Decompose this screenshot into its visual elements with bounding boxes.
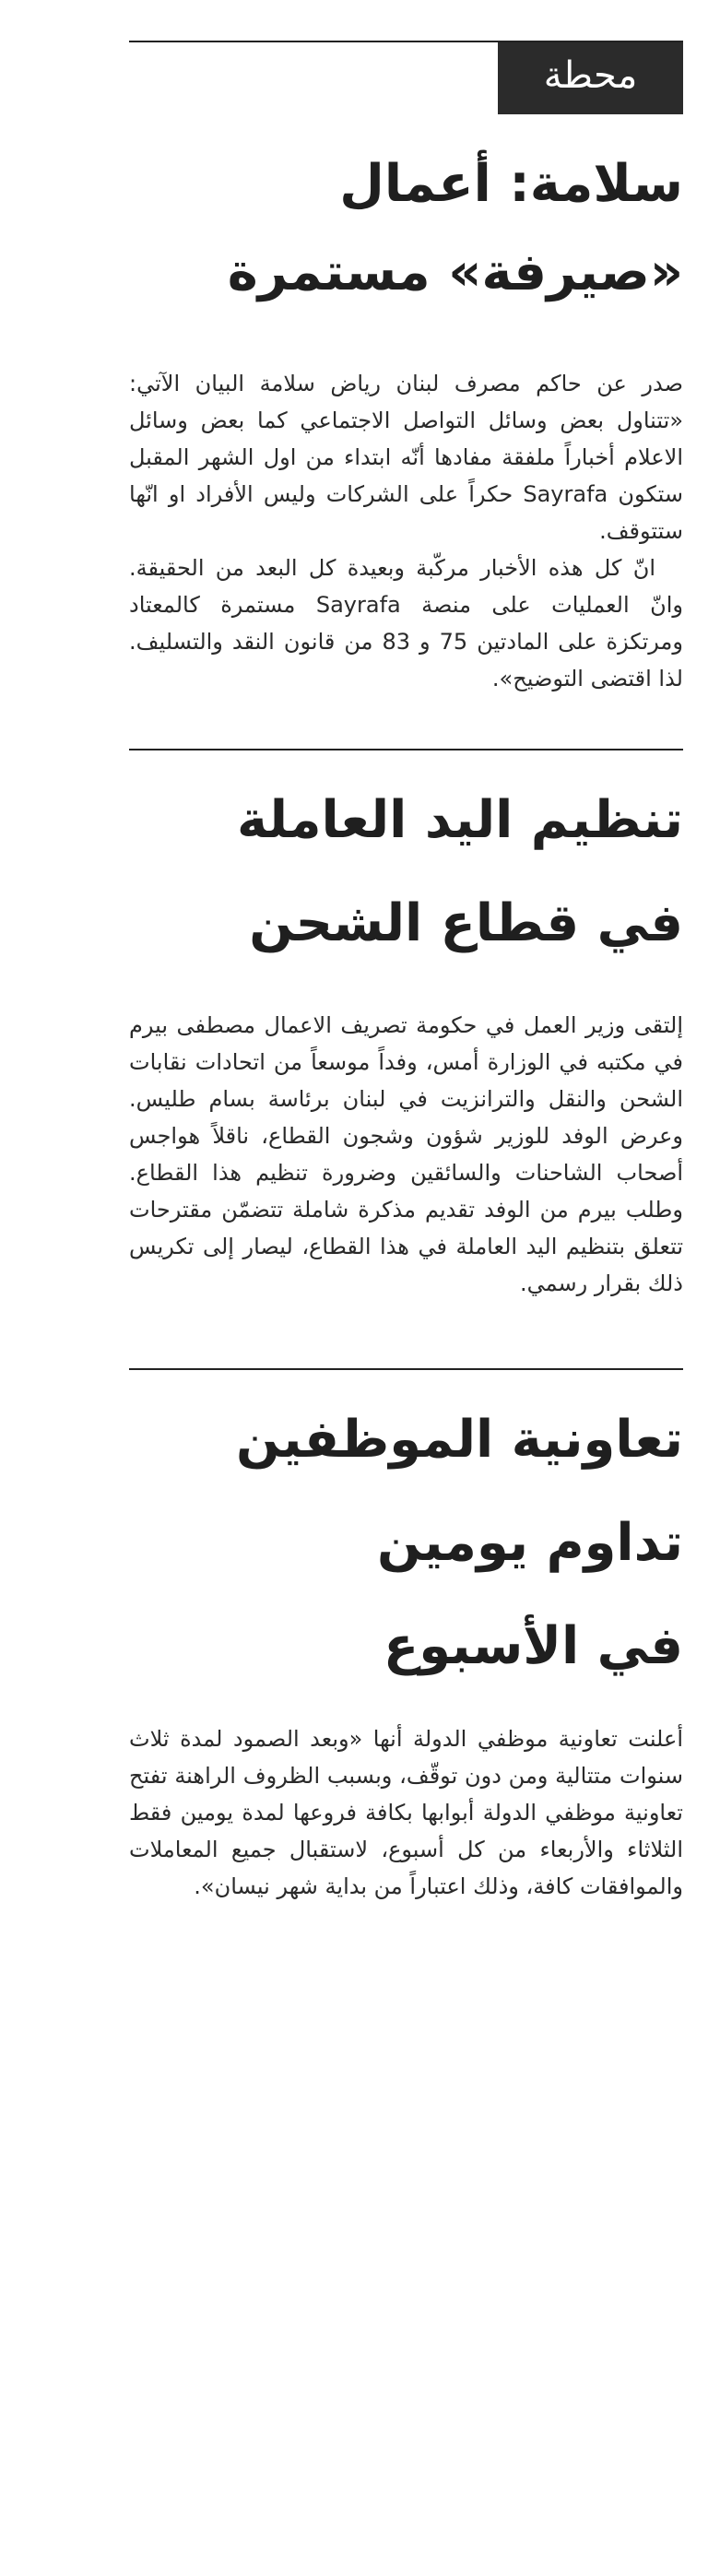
article-divider — [129, 1368, 683, 1370]
article-paragraph: انّ كل هذه الأخبار مركّبة وبعيدة كل البعد من الحقيقة. وانّ العمليات على منصة Sayrafa مستمرة كالمعتاد ومرتكزة على المادتين 75 و 83 من قانون النقد والتسليف. لذا اقتضى التوضيح». — [129, 555, 683, 691]
news-column — [129, 41, 683, 1905]
article-body — [129, 365, 683, 697]
article-shipping-labor — [129, 769, 683, 1302]
article-headline — [129, 769, 683, 975]
article-divider — [129, 749, 683, 750]
article-headline — [129, 140, 683, 317]
headline-line: تداوم يومين — [377, 1513, 683, 1573]
section-tab: محطة — [498, 42, 683, 114]
headline-line: «صيرفة» مستمرة — [227, 242, 683, 302]
article-paragraph: إلتقى وزير العمل في حكومة تصريف الاعمال مصطفى بيرم في مكتبه في الوزارة أمس، وفداً موسعاً من اتحادات نقابات الشحن والنقل والترانزيت في لبنان برئاسة بسام طليس. وعرض الوفد للوزير شؤون وشجون القطاع، ناقلاً هواجس أصحاب الشاحنات والسائقين وضرورة تنظيم هذا القطاع. وطلب بيرم من الوفد تقديم مذكرة شاملة تتضمّن مقترحات تتعلق بتنظيم اليد العاملة في هذا القطاع، ليصار إلى تكريس ذلك بقرار رسمي. — [129, 1012, 683, 1296]
article-body — [129, 1720, 683, 1905]
section-tab-row — [129, 42, 683, 114]
article-cooperative — [129, 1388, 683, 1905]
headline-line: سلامة: أعمال — [339, 154, 683, 214]
article-sayrafa — [129, 140, 683, 697]
article-paragraph: صدر عن حاكم مصرف لبنان رياض سلامة البيان الآتي: «تتناول بعض وسائل التواصل الاجتماعي كما بعض وسائل الاعلام أخباراً ملفقة مفادها أنّه ابتداء من اول الشهر المقبل ستكون Sayrafa حكراً على الشركات وليس الأفراد او انّها ستتوقف. — [129, 371, 683, 544]
article-body — [129, 1007, 683, 1302]
headline-line: تنظيم اليد العاملة — [237, 790, 683, 850]
headline-line: في الأسبوع — [383, 1616, 683, 1676]
article-headline — [129, 1388, 683, 1698]
headline-line: في قطاع الشحن — [249, 893, 683, 953]
headline-line: تعاونية الموظفين — [236, 1410, 683, 1470]
article-paragraph: أعلنت تعاونية موظفي الدولة أنها «وبعد الصمود لمدة ثلاث سنوات متتالية ومن دون توقّف، وبسبب الظروف الراهنة تفتح تعاونية موظفي الدولة أبوابها بكافة فروعها لمدة يومين فقط الثلاثاء والأربعاء من كل أسبوع، لاستقبال جميع المعاملات والموافقات كافة، وذلك اعتباراً من بداية شهر نيسان». — [129, 1726, 683, 1899]
